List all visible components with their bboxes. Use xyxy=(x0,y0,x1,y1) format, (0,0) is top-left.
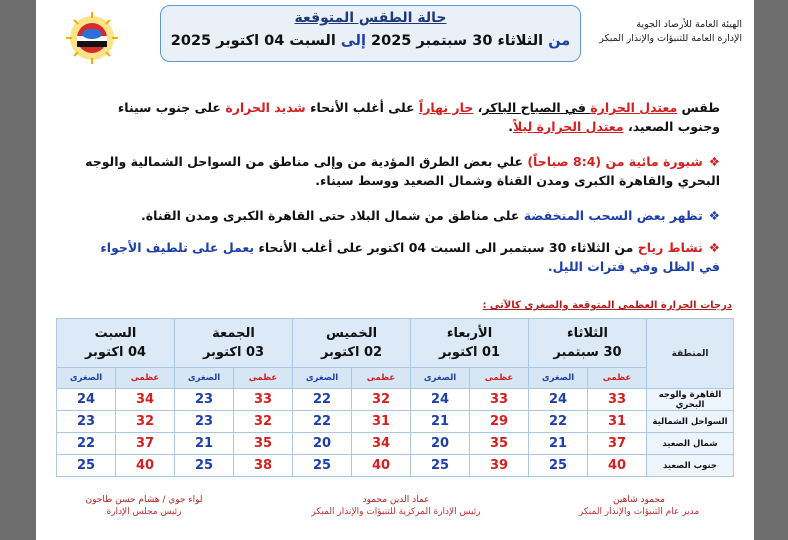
signatory-name: عماد الدين محمود xyxy=(362,495,430,505)
signature-block xyxy=(74,494,214,518)
day-name: السبت xyxy=(94,326,137,341)
day-date: 02 اكتوبر xyxy=(320,345,383,360)
min-temp: 21 xyxy=(411,411,470,433)
max-temp: 38 xyxy=(234,455,293,477)
table-row xyxy=(57,455,734,477)
min-temp: 22 xyxy=(529,411,588,433)
max-temp: 32 xyxy=(234,411,293,433)
day-header xyxy=(175,319,293,368)
general-forecast-paragraph xyxy=(80,98,720,136)
min-temp: 20 xyxy=(293,433,352,455)
day-name: الأربعاء xyxy=(446,326,493,341)
min-temp: 21 xyxy=(175,433,234,455)
text-segment: نشاط رياح xyxy=(637,240,703,255)
day-date: 01 اكتوبر xyxy=(438,345,501,360)
min-temp: 24 xyxy=(57,389,116,411)
region-name: القاهرة والوجه البحري xyxy=(647,389,734,411)
min-temp: 21 xyxy=(529,433,588,455)
org-line-2: الإدارة العامة للتنبؤات والإنذار المبكر xyxy=(599,33,742,44)
day-name: الثلاثاء xyxy=(567,326,608,341)
min-temp: 25 xyxy=(411,455,470,477)
day-header-row xyxy=(57,319,734,368)
min-label: الصغرى xyxy=(529,368,588,389)
max-temp: 40 xyxy=(116,455,175,477)
day-header xyxy=(293,319,411,368)
document-header xyxy=(36,0,754,80)
day-date: 30 سبتمبر xyxy=(553,345,622,360)
min-temp: 23 xyxy=(175,389,234,411)
text-segment: شبورة مائية من (8:4 صباحاً) xyxy=(527,154,703,169)
min-temp: 22 xyxy=(293,411,352,433)
min-label: الصغرى xyxy=(57,368,116,389)
forecast-document xyxy=(36,0,754,540)
max-label: عظمى xyxy=(588,368,647,389)
signatory-title: مدير عام التنبؤات والإنذار المبكر xyxy=(578,507,700,517)
signature-block xyxy=(564,494,714,518)
max-temp: 33 xyxy=(234,389,293,411)
signatory-name: لواء جوي / هشام حسن طاحون xyxy=(85,495,203,505)
min-temp: 23 xyxy=(175,411,234,433)
max-temp: 34 xyxy=(352,433,411,455)
min-temp: 24 xyxy=(411,389,470,411)
text-segment: شديد الحرارة xyxy=(225,100,306,115)
max-min-header-row xyxy=(57,368,734,389)
text-segment: طقس xyxy=(677,100,720,115)
day-header xyxy=(411,319,529,368)
min-temp: 25 xyxy=(175,455,234,477)
max-temp: 31 xyxy=(588,411,647,433)
min-temp: 24 xyxy=(529,389,588,411)
egyptian-meteorological-authority-logo xyxy=(58,12,126,64)
day-name: الجمعة xyxy=(212,326,255,341)
day-date: 03 اكتوبر xyxy=(202,345,265,360)
table-row xyxy=(57,411,734,433)
max-label: عظمى xyxy=(116,368,175,389)
min-temp: 20 xyxy=(411,433,470,455)
text-segment: معتدل الحرارة xyxy=(590,100,678,115)
text-segment: تظهر بعض السحب المنخفضة xyxy=(523,208,703,223)
table-row xyxy=(57,389,734,411)
region-name: السواحل الشمالية xyxy=(647,411,734,433)
signature-block xyxy=(296,494,496,518)
diamond-bullet-icon: ❖ xyxy=(708,154,720,169)
date-to-label: إلى xyxy=(340,33,366,49)
text-segment: ، xyxy=(473,100,483,115)
max-label: عظمى xyxy=(352,368,411,389)
text-segment: في الصباح الباكر xyxy=(482,100,591,115)
max-temp: 29 xyxy=(470,411,529,433)
min-temp: 23 xyxy=(57,411,116,433)
day-date: 04 اكتوبر xyxy=(84,345,147,360)
page-title: حالة الطقس المتوقعة xyxy=(294,10,447,26)
wind-bullet xyxy=(80,238,720,276)
max-label: عظمى xyxy=(234,368,293,389)
max-label: عظمى xyxy=(470,368,529,389)
day-header xyxy=(57,319,175,368)
fog-bullet xyxy=(80,152,720,190)
text-segment: على جنوب سيناء وجنوب الصعيد، xyxy=(117,100,720,134)
max-temp: 39 xyxy=(470,455,529,477)
text-segment: علي بعض الطرق المؤدية من وإلى مناطق من السواحل الشمالية والوجه البحري والقاهرة الكبرى ومدن القناة وشمال الصعيد ووسط سيناء. xyxy=(85,154,720,188)
diamond-bullet-icon: ❖ xyxy=(708,240,720,255)
signatory-title: رئيس الإدارة المركزية للتنبؤات والإنذار المبكر xyxy=(311,507,481,517)
text-segment: . xyxy=(508,119,514,134)
text-segment: معتدل الحرارة ليلاً xyxy=(513,119,624,134)
start-date: الثلاثاء 30 سبتمبر 2025 xyxy=(371,33,544,49)
date-from-label: من xyxy=(548,33,571,49)
text-segment: من الثلاثاء 30 سبتمبر الى السبت 04 اكتوبر على أغلب الأنحاء xyxy=(254,240,638,255)
signatory-title: رئيس مجلس الإدارة xyxy=(106,507,182,517)
date-range xyxy=(161,33,580,49)
text-segment: حار نهاراً xyxy=(418,100,474,115)
clouds-bullet xyxy=(80,206,720,225)
end-date: السبت 04 اكتوبر 2025 xyxy=(170,33,336,49)
min-label: الصغرى xyxy=(411,368,470,389)
max-temp: 35 xyxy=(470,433,529,455)
max-temp: 31 xyxy=(352,411,411,433)
table-row xyxy=(57,433,734,455)
region-name: جنوب الصعيد xyxy=(647,455,734,477)
title-box xyxy=(160,5,581,62)
day-header xyxy=(529,319,647,368)
text-segment: على أغلب الأنحاء xyxy=(305,100,419,115)
max-temp: 40 xyxy=(588,455,647,477)
min-label: الصغرى xyxy=(293,368,352,389)
max-temp: 32 xyxy=(116,411,175,433)
region-name: شمال الصعيد xyxy=(647,433,734,455)
text-segment: على مناطق من شمال البلاد حتى القاهرة الكبرى ومدن القناة. xyxy=(141,208,524,223)
min-label: الصغرى xyxy=(175,368,234,389)
organization-name xyxy=(572,18,742,46)
temperature-table xyxy=(56,318,734,477)
max-temp: 40 xyxy=(352,455,411,477)
max-temp: 35 xyxy=(234,433,293,455)
day-name: الخميس xyxy=(325,326,378,341)
min-temp: 25 xyxy=(57,455,116,477)
diamond-bullet-icon: ❖ xyxy=(708,208,720,223)
max-temp: 34 xyxy=(116,389,175,411)
max-temp: 33 xyxy=(470,389,529,411)
max-temp: 32 xyxy=(352,389,411,411)
min-temp: 25 xyxy=(529,455,588,477)
max-temp: 37 xyxy=(116,433,175,455)
region-header: المنطقة xyxy=(647,319,734,389)
min-temp: 22 xyxy=(293,389,352,411)
min-temp: 22 xyxy=(57,433,116,455)
org-line-1: الهيئة العامة للأرصاد الجوية xyxy=(636,19,742,30)
signatory-name: محمود شاهين xyxy=(613,495,665,505)
text-segment: يعمل على تلطيف الأجواء في الظل وفي فترات الليل. xyxy=(100,240,720,274)
max-temp: 33 xyxy=(588,389,647,411)
min-temp: 25 xyxy=(293,455,352,477)
temperature-table-title: درجات الحرارة العظمى المتوقعة والصغرى كالآتى : xyxy=(482,300,732,311)
max-temp: 37 xyxy=(588,433,647,455)
